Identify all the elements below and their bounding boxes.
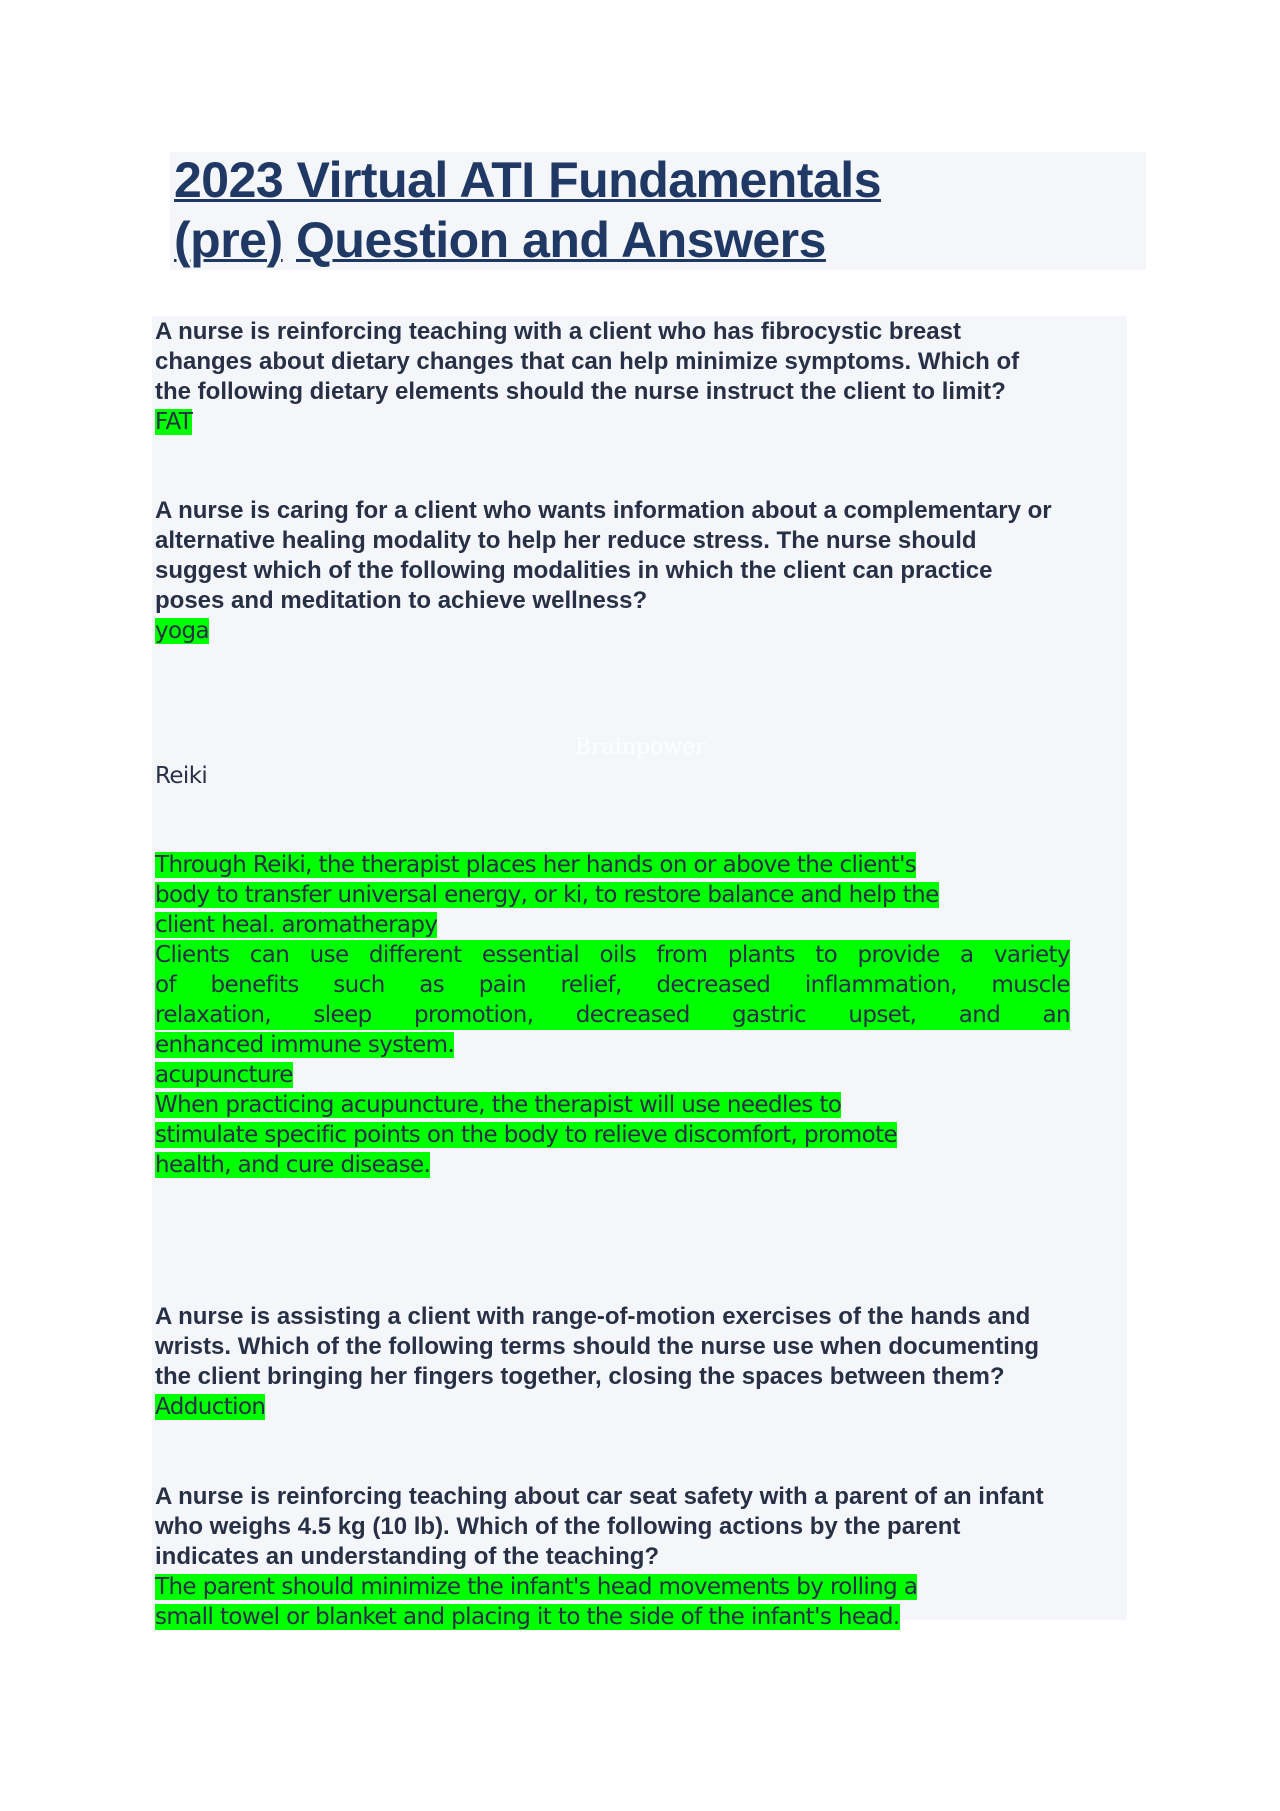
question-line: alternative healing modality to help her reduce stress. The nurse should	[155, 527, 977, 554]
question-line: A nurse is reinforcing teaching about car seat safety with a parent of an infant	[155, 1483, 1044, 1510]
answer: FAT	[155, 409, 193, 435]
rationale-line: health, and cure disease.	[155, 1152, 431, 1178]
question-line: indicates an understanding of the teaching?	[155, 1543, 660, 1570]
question-text	[155, 496, 1125, 616]
option-acupuncture: acupuncture	[155, 1062, 293, 1088]
rationale-line: Clients can use different essential oils from plants to provide a variety	[155, 942, 1070, 968]
question-line: poses and meditation to achieve wellness?	[155, 587, 648, 614]
question-text	[155, 1482, 1125, 1572]
question-line: A nurse is assisting a client with range-of-motion exercises of the hands and	[155, 1303, 1031, 1330]
title-line-1: 2023 Virtual ATI Fundamentals	[174, 152, 882, 208]
question-line: who weighs 4.5 kg (10 lb). Which of the following actions by the parent	[155, 1513, 961, 1540]
question-line: wrists. Which of the following terms should the nurse use when documenting	[155, 1333, 1040, 1360]
question-line: A nurse is reinforcing teaching with a client who has fibrocystic breast	[155, 318, 961, 345]
question-line: the client bringing her fingers together, closing the spaces between them?	[155, 1363, 1005, 1390]
question-2	[155, 496, 1125, 646]
rationale-line: enhanced immune system.	[155, 1032, 455, 1058]
title-line-2a: (pre)	[174, 212, 283, 268]
rationale-line: of benefits such as pain relief, decreased inflammation, muscle	[155, 972, 1070, 998]
option-reiki	[155, 761, 1125, 791]
rationale-line: relaxation, sleep promotion, decreased gastric upset, and an	[155, 1002, 1070, 1028]
question-line: changes about dietary changes that can help minimize symptoms. Which of	[155, 348, 1020, 375]
question-line: the following dietary elements should the nurse instruct the client to limit?	[155, 378, 1006, 405]
rationale-line: Through Reiki, the therapist places her hands on or above the client's	[155, 852, 917, 878]
rationale-line: body to transfer universal energy, or ki, to restore balance and help the	[155, 882, 939, 908]
question-3	[155, 1302, 1125, 1422]
rationale-line: When practicing acupuncture, the therapist will use needles to	[155, 1092, 842, 1118]
rationale-line: client heal. aromatherapy	[155, 912, 438, 938]
question-line: A nurse is caring for a client who wants information about a complementary or	[155, 497, 1052, 524]
watermark: Brainpower	[575, 735, 706, 760]
question-text	[155, 1302, 1125, 1392]
question-line: suggest which of the following modalities in which the client can practice	[155, 557, 993, 584]
question-4	[155, 1482, 1125, 1632]
answer: yoga	[155, 618, 209, 644]
title-line-2b: Question and Answers	[296, 212, 826, 268]
question-1	[155, 317, 1125, 437]
question-text	[155, 317, 1125, 407]
option-label: Reiki	[155, 763, 208, 789]
rationale	[155, 850, 1125, 1180]
document-title	[174, 150, 881, 270]
answer: Adduction	[155, 1394, 266, 1420]
answer-line: The parent should minimize the infant's head movements by rolling a	[155, 1574, 918, 1600]
answer-line: small towel or blanket and placing it to the side of the infant's head.	[155, 1604, 900, 1630]
rationale-line: stimulate specific points on the body to relieve discomfort, promote	[155, 1122, 898, 1148]
